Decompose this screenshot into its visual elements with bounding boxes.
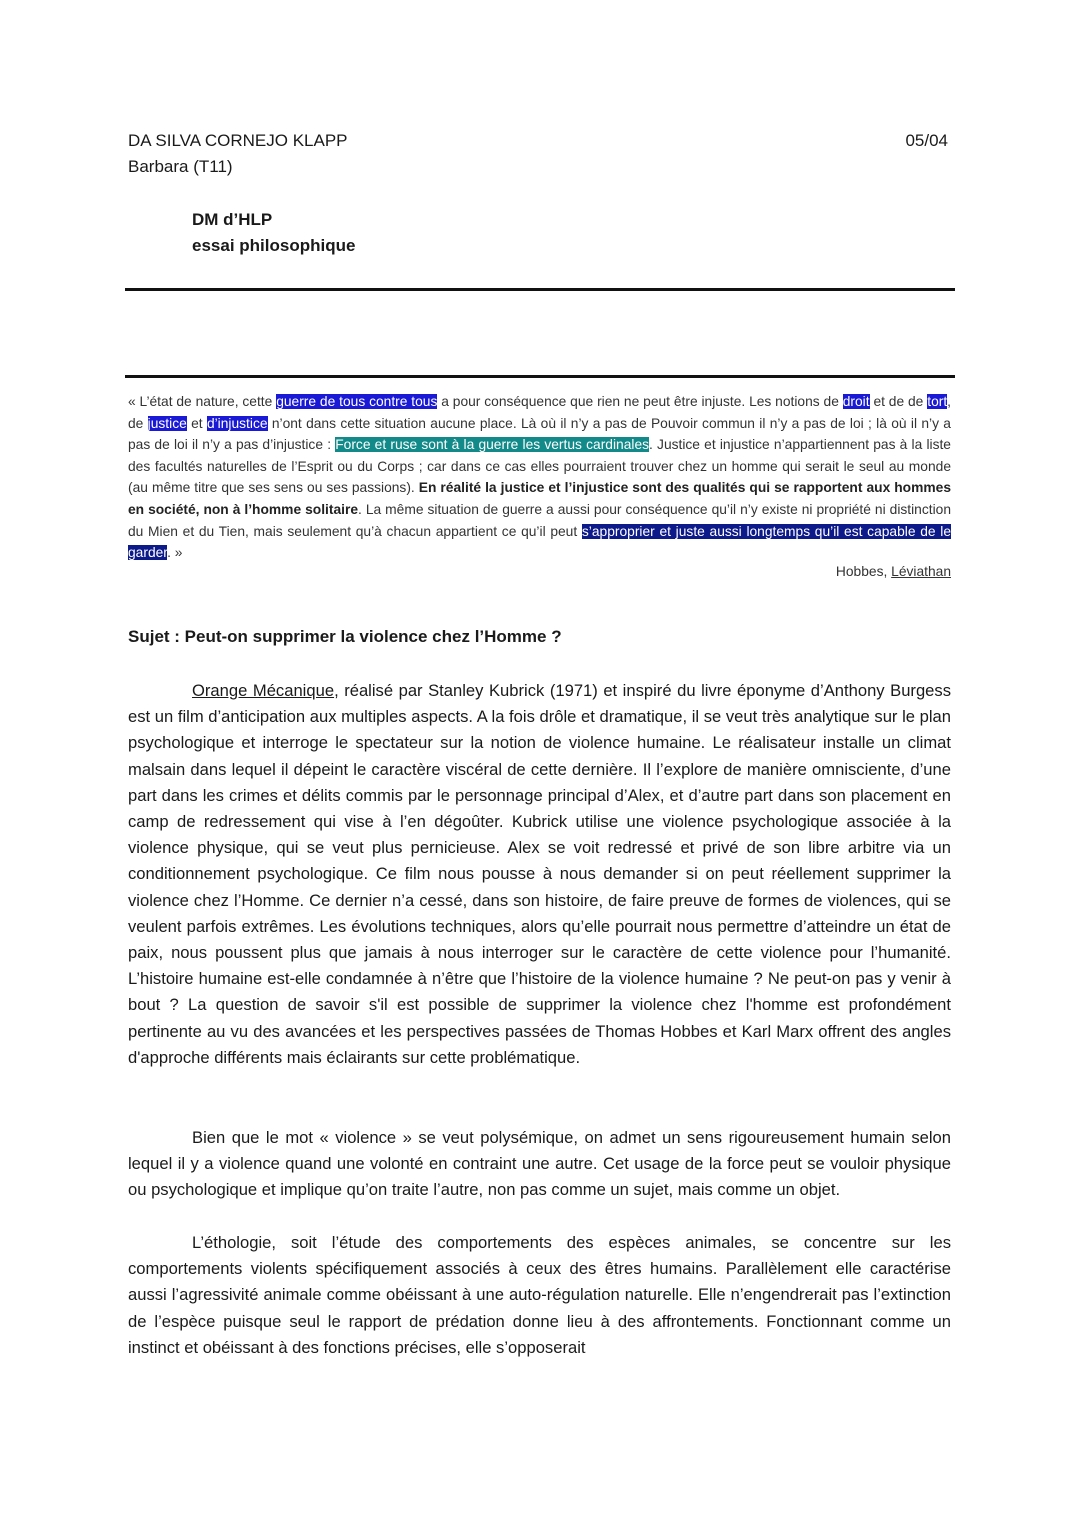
student-name: DA SILVA CORNEJO KLAPP bbox=[128, 131, 348, 150]
bold-passage: En réalité la justice et l’injustice sont des qualités qui se rapportent aux hommes en société, non à l’homme solitaire bbox=[128, 480, 951, 517]
highlight: droit bbox=[842, 394, 870, 409]
hobbes-quote: « L’état de nature, cette guerre de tous contre tous a pour conséquence que rien ne peut être injuste. Les notions de droit et de de tort, de justice et d’injustice n’ont dans cette situation aucune place. Là où il n’y a pas de Pouvoir commun il n’y a pas de loi ; là où il n’y a pas de loi il n’y a pas d’injustice : Force et ruse sont à la guerre les vertus cardinales. Justice et injustice n’appartiennent pas à la liste des facultés naturelles de l’Esprit ou du Corps ; car dans ce cas elles pourraient trouver chez un homme qui serait le seul au monde (au même titre que ses sens ou ses passions). En réalité la justice et l’injustice sont des qualités qui se rapportent aux hommes en société, non à l’homme solitaire. La même situation de guerre a aussi pour conséquence qu’il n’y existe ni propriété ni distinction du Mien et du Tien, mais seulement qu’à chacun appartient ce qu’il peut s’approprier et juste aussi longtemps qu’il est capable de le garder. » bbox=[128, 394, 952, 561]
work-title: Léviathan bbox=[891, 564, 951, 579]
highlight: guerre de tous contre tous bbox=[276, 394, 438, 409]
quote-citation: Hobbes, Léviathan bbox=[835, 564, 951, 579]
essay-subject: Sujet : Peut-on supprimer la violence chez l’Homme ? bbox=[128, 627, 562, 646]
date: 05/04 bbox=[905, 131, 948, 150]
highlight: tort bbox=[927, 394, 948, 409]
introduction-paragraph: Orange Mécanique, réalisé par Stanley Kubrick (1971) et inspiré du livre éponyme d’Anthony Burgess est un film d’anticipation aux multiples aspects. A la fois drôle et dramatique, il se veut très analytique sur le plan psychologique et interroge le spectateur sur la notion de violence humaine. Le réalisateur installe un climat malsain dans lequel il dépeint le caractère viscéral de cette dernière. Il l’explore de manière omnisciente, d’une part dans les crimes et délits commis par le personnage principal d’Alex, et d’autre part dans son placement en camp de redressement qui vise à l’en dégoûter. Kubrick utilise une violence psychologique associée à la violence physique, qui se veut plus pernicieuse. Alex se voit redressé et privé de son libre arbitre via un conditionnement psychologique. Ce film nous pousse à nous demander si on peut réellement supprimer la violence chez l’Homme. Ce dernier n’a cessé, dans son histoire, de faire preuve de formes de violences, qui se veulent parfois extrêmes. Les évolutions techniques, alors qu’elle pourrait nous permettre d’atteindre un état de paix, nous poussent plus que jamais à nous interroger sur le caractère de cette violence pour l’humanité. L’histoire humaine est-elle condamnée à n’être que l’histoire de la violence humaine ? Ne peut-on pas y venir à bout ? La question de savoir s'il est possible de supprimer la violence chez l'homme est profondément pertinente au vu des avancées et les perspectives passées de Thomas Hobbes et Karl Marx offrent des angles d'approche différents mais éclairants sur cette problématique. bbox=[128, 681, 951, 1067]
body-paragraph: L’éthologie, soit l’étude des comportements des espèces animales, se concentre sur les comportements violents spécifiquement associés à ceux des êtres humains. Parallèlement elle caractérise aussi l’agressivité animale comme obéissant à une auto-régulation naturelle. Elle n’engendrerait pas l’extinction de l’espèce puisque seul le rapport de prédation donne lieu à des affrontements. Fonctionnant comme un instinct et obéissant à des fonctions précises, elle s’opposerait bbox=[128, 1233, 951, 1357]
divider-quote bbox=[125, 375, 955, 378]
assignment-subtitle: essai philosophique bbox=[192, 236, 356, 255]
highlight: justice bbox=[147, 415, 187, 431]
divider-top bbox=[125, 288, 955, 291]
highlight: s’approprier et juste aussi longtemps qu’il est capable de le garder bbox=[128, 523, 951, 561]
highlight: Force et ruse sont à la guerre les vertus cardinales bbox=[335, 437, 650, 453]
student-firstname-class: Barbara (T11) bbox=[128, 157, 233, 176]
assignment-title: DM d’HLP bbox=[192, 210, 273, 229]
body-paragraph: Bien que le mot « violence » se veut polysémique, on admet un sens rigoureusement humain selon lequel il y a violence quand une volonté en contraint une autre. Cet usage de la force peut se vouloir physique ou psychologique et implique qu’on traite l’autre, non pas comme un sujet, mais comme un objet. bbox=[128, 1128, 951, 1200]
highlight: d’injustice bbox=[206, 415, 268, 431]
film-title: Orange Mécanique bbox=[192, 681, 335, 700]
